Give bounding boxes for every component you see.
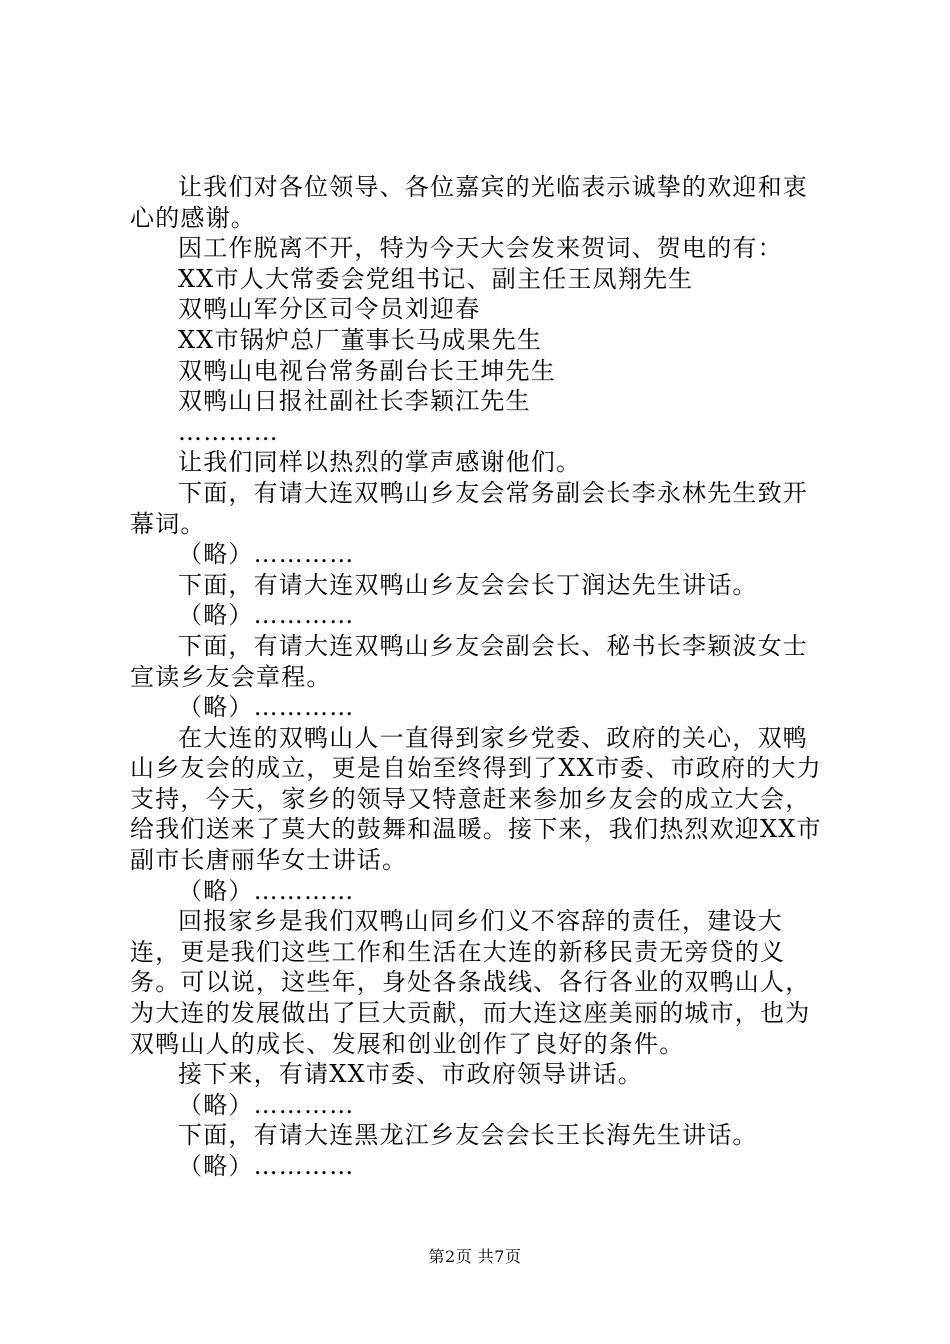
omitted-note-2: （略）………… — [178, 601, 355, 630]
paragraph-welcome-thanks: 让我们对各位领导、各位嘉宾的光临表示诚挚的欢迎和衷心的感谢。 — [130, 173, 808, 232]
sender-name-1: XX市人大常委会党组书记、副主任王凤翔先生 — [178, 264, 694, 293]
sender-name-2: 双鸭山军分区司令员刘迎春 — [178, 295, 481, 324]
omitted-note-6: （略）………… — [178, 1152, 355, 1180]
sender-name-3: XX市锅炉总厂董事长马成果先生 — [178, 325, 543, 354]
paragraph-president-speech: 下面，有请大连双鸭山乡友会会长丁润达先生讲话。 — [178, 570, 758, 599]
omitted-note-4: （略）………… — [178, 876, 355, 905]
paragraph-leaders-speech: 接下来，有请XX市委、市政府领导讲话。 — [178, 1060, 643, 1089]
page-number-footer: 第2页 共7页 — [428, 1247, 522, 1266]
omitted-note-3: （略）………… — [178, 693, 355, 722]
paragraph-heilongjiang-speech: 下面，有请大连黑龙江乡友会会长王长海先生讲话。 — [178, 1121, 758, 1150]
sender-name-4: 双鸭山电视台常务副台长王坤先生 — [178, 356, 556, 385]
ellipsis-line: ………… — [178, 417, 279, 446]
paragraph-repay-hometown: 回报家乡是我们双鸭山同乡们义不容辞的责任，建设大连，更是我们这些工作和生活在大连的新移民责无旁贷的义务。可以说，这些年，身处各条战线、各行各业的双鸭山人，为大连的发展做出了巨大贡献，而大连这座美丽的城市，也为双鸭山人的成长、发展和创业创作了良好的条件。 — [130, 907, 811, 1058]
paragraph-congratulations-intro: 因工作脱离不开，特为今天大会发来贺词、贺电的有： — [178, 234, 783, 263]
paragraph-charter-reading: 下面，有请大连双鸭山乡友会副会长、秘书长李颖波女士宣读乡友会章程。 — [130, 631, 808, 691]
omitted-note-5: （略）………… — [178, 1090, 355, 1119]
paragraph-applause: 让我们同样以热烈的掌声感谢他们。 — [178, 448, 582, 477]
omitted-note-1: （略）………… — [178, 540, 355, 569]
sender-name-5: 双鸭山日报社副社长李颖江先生 — [178, 387, 531, 416]
paragraph-hometown-support: 在大连的双鸭山人一直得到家乡党委、政府的关心，双鸭山乡友会的成立，更是自始至终得到了XX市委、市政府的大力支持，今天，家乡的领导又特意赶来参加乡友会的成立大会，给我们送来了莫大的鼓舞和温暖。接下来，我们热烈欢迎XX市副市长唐丽华女士讲话。 — [130, 723, 822, 875]
document-body — [130, 172, 830, 1182]
paragraph-opening-speech: 下面，有请大连双鸭山乡友会常务副会长李永林先生致开幕词。 — [130, 478, 808, 538]
